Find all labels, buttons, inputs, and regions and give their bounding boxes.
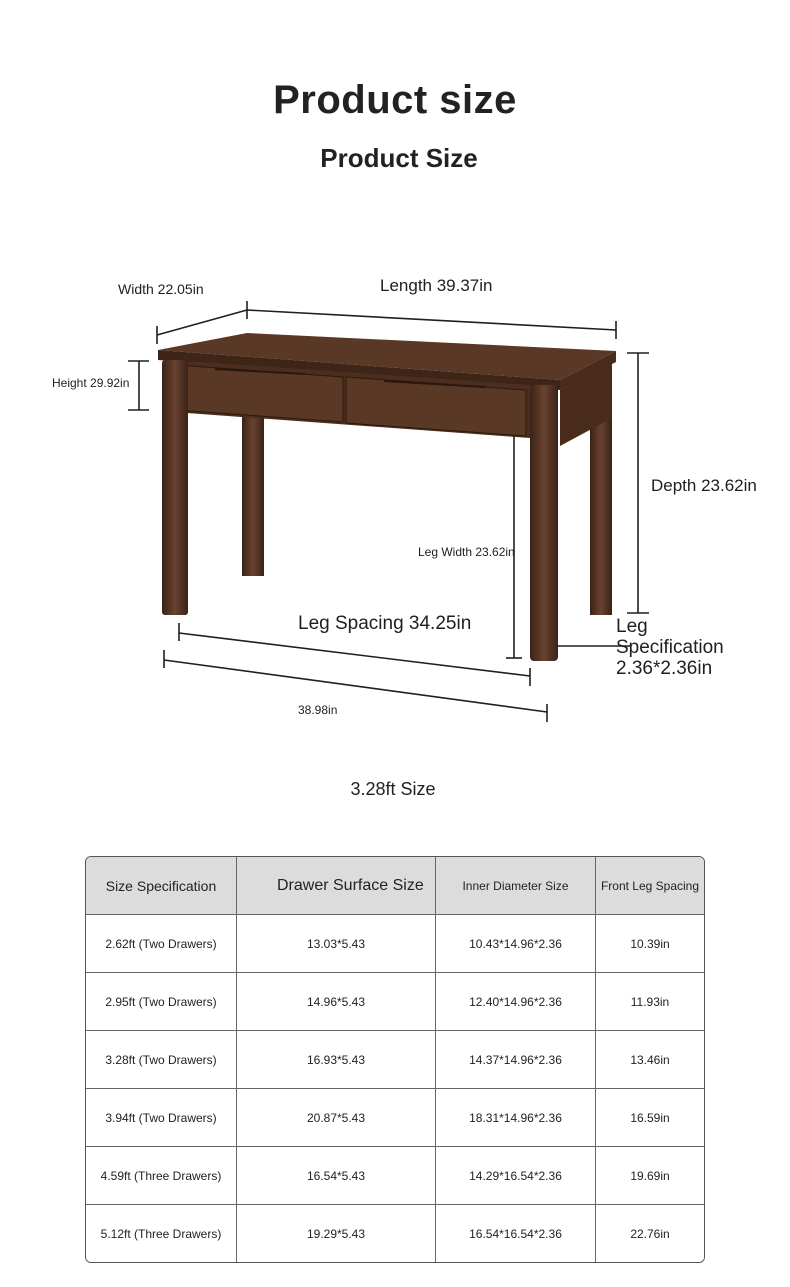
header-inner-diameter-size: Inner Diameter Size [436,857,596,915]
front-left-leg [162,360,188,615]
width-label: Width 22.05in [118,281,204,297]
table-cell: 13.46in [596,1031,704,1089]
table-cell: 2.62ft (Two Drawers) [86,915,237,973]
header-drawer-surface-size: Drawer Surface Size [237,857,436,915]
table-row [86,1205,704,1262]
page-subtitle: Product Size [320,143,478,173]
table-cell: 3.94ft (Two Drawers) [86,1089,237,1147]
header-size-specification: Size Specification [86,857,237,915]
leg-spec-line1: Leg [616,616,648,637]
page-title: Product size [273,78,517,122]
table-row [86,973,704,1031]
header-front-leg-spacing: Front Leg Spacing [596,857,704,915]
table-cell: 11.93in [596,973,704,1031]
table-cell: 4.59ft (Three Drawers) [86,1147,237,1205]
overall-bottom-label: 38.98in [298,703,338,717]
table-cell: 10.39in [596,915,704,973]
size-spec-table [85,856,705,1263]
leg-width-label: Leg Width 23.62in [418,545,515,559]
leg-spec-line3: 2.36*2.36in [616,658,713,679]
table-cell: 19.69in [596,1147,704,1205]
table-cell: 20.87*5.43 [237,1089,436,1147]
table-cell: 18.31*14.96*2.36 [436,1089,596,1147]
table-row [86,1031,704,1089]
height-label: Height 29.92in [52,376,130,390]
table-cell: 14.29*16.54*2.36 [436,1147,596,1205]
product-figure [30,250,770,730]
table-cell: 13.03*5.43 [237,915,436,973]
leg-spacing-label: Leg Spacing 34.25in [298,613,472,634]
table-cell: 14.37*14.96*2.36 [436,1031,596,1089]
table-cell: 16.54*5.43 [237,1147,436,1205]
table-row [86,915,704,973]
size-caption: 3.28ft Size [350,779,436,799]
table-header-row [86,857,704,915]
table-cell: 16.59in [596,1089,704,1147]
length-label: Length 39.37in [380,276,493,295]
table-cell: 19.29*5.43 [237,1205,436,1262]
front-right-leg [530,385,558,661]
table-cell: 10.43*14.96*2.36 [436,915,596,973]
table-row [86,1089,704,1147]
table-cell: 16.93*5.43 [237,1031,436,1089]
table-cell: 16.54*16.54*2.36 [436,1205,596,1262]
table-cell: 22.76in [596,1205,704,1262]
table-cell: 2.95ft (Two Drawers) [86,973,237,1031]
table-cell: 12.40*14.96*2.36 [436,973,596,1031]
table-row [86,1147,704,1205]
table-cell: 5.12ft (Three Drawers) [86,1205,237,1262]
table-cell: 3.28ft (Two Drawers) [86,1031,237,1089]
leg-spec-line2: Specification [616,637,724,658]
depth-label: Depth 23.62in [651,476,757,495]
back-left-leg [242,410,264,576]
table-cell: 14.96*5.43 [237,973,436,1031]
